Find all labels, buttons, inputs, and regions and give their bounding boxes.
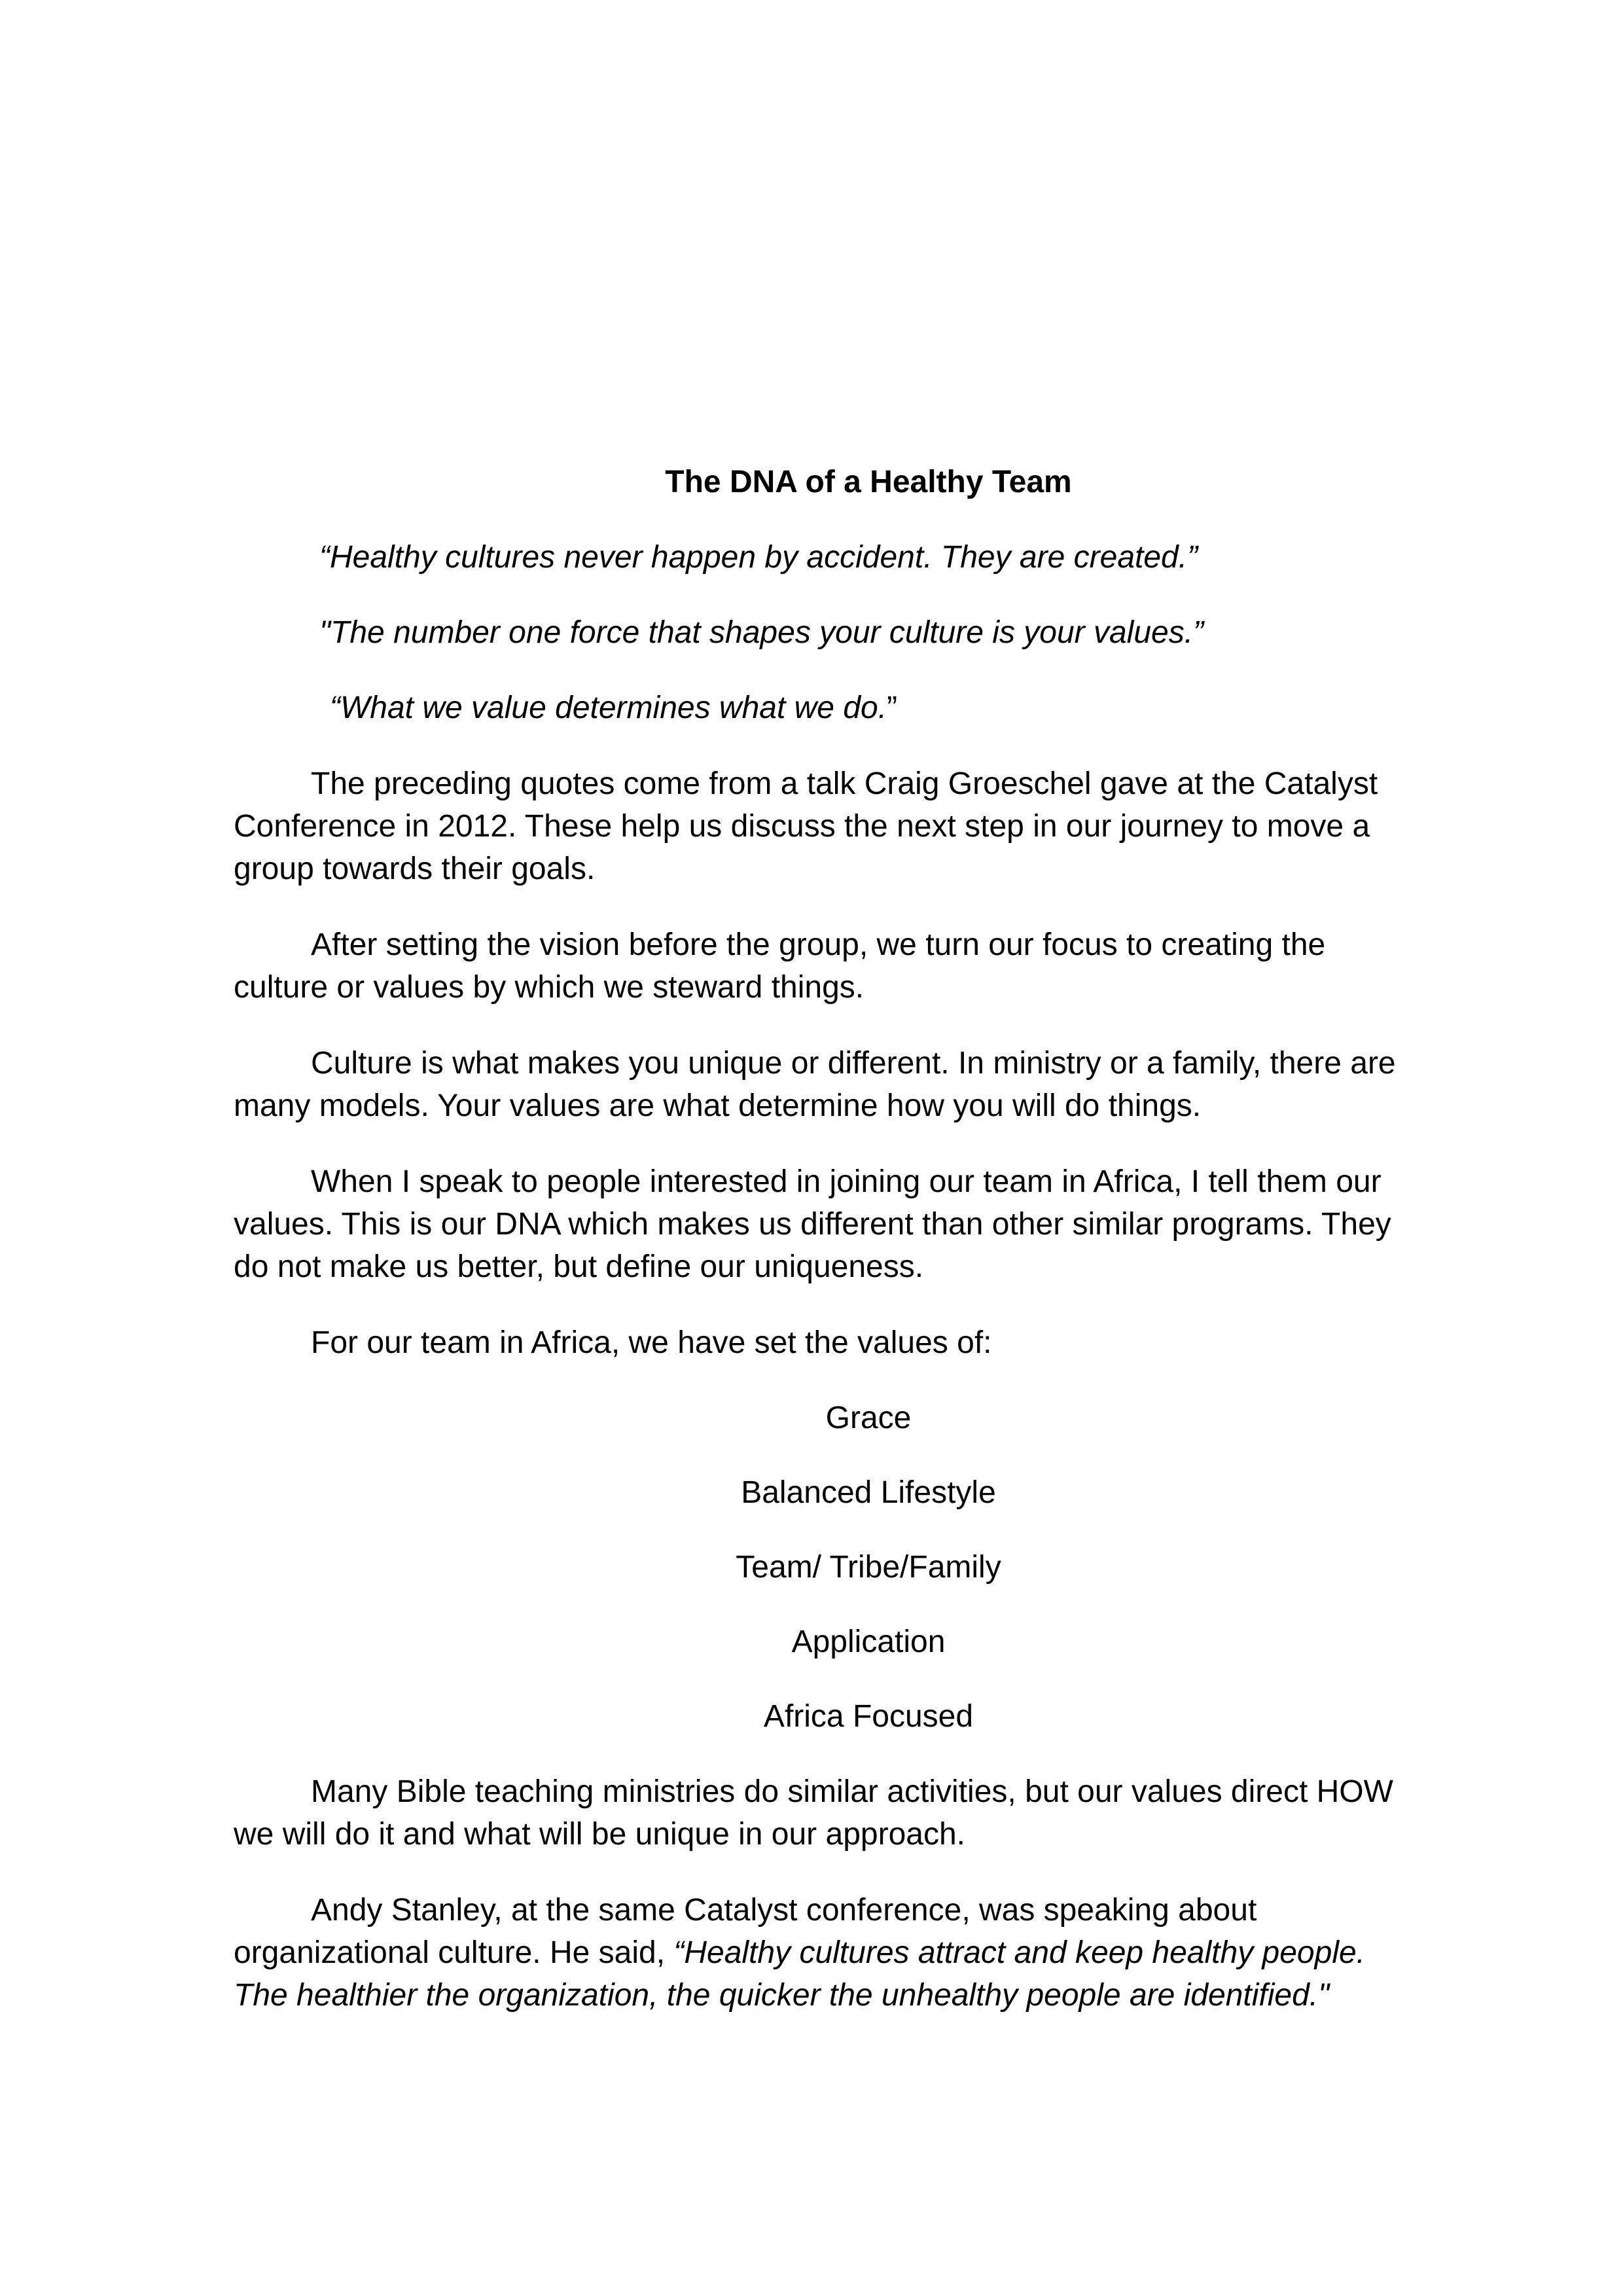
quote-closing-mark: ” (887, 691, 898, 725)
paragraph-setting-vision: After setting the vision before the group, we turn our focus to creating the culture or values by which we steward things. (234, 927, 1326, 1005)
quote-what-we-value-text: “What we value determines what we do. (330, 691, 887, 725)
quote-healthy-cultures: “Healthy cultures never happen by accident. They are created.” (319, 540, 1198, 575)
value-item: Application (791, 1624, 946, 1659)
paragraph-culture-unique: Culture is what makes you unique or different. In ministry or a family, there are many models. Your values are what determine how you will do things. (234, 1046, 1396, 1123)
value-item: Balanced Lifestyle (741, 1475, 996, 1510)
values-list (234, 1397, 1405, 1738)
value-item: Africa Focused (763, 1699, 974, 1734)
document-title: The DNA of a Healthy Team (665, 465, 1072, 499)
value-item: Grace (825, 1401, 912, 1435)
paragraph-joining-team: When I speak to people interested in joining our team in Africa, I tell them our values. This is our DNA which makes us different than other similar programs. They do not make us better, but define our uniqueness. (234, 1164, 1391, 1284)
value-item: Team/ Tribe/Family (736, 1550, 1001, 1585)
paragraph-preceding-quotes: The preceding quotes come from a talk Craig Groeschel gave at the Catalyst Conference in 2012. These help us discuss the next step in our journey to move a group towards their goals. (234, 766, 1378, 886)
text-column (234, 461, 1405, 2050)
paragraph-bible-ministries: Many Bible teaching ministries do similar activities, but our values direct HOW we will do it and what will be unique in our approach. (234, 1774, 1393, 1852)
quote-number-one-force: "The number one force that shapes your culture is your values.” (319, 615, 1204, 650)
andy-stanley-quote: “Healthy cultures attract and keep healthy people. The healthier the organization, the quicker the unhealthy people are identified." (234, 1935, 1366, 2013)
andy-stanley-lead: Andy Stanley, at the same Catalyst conference, was speaking about organizational culture. He said, (234, 1893, 1257, 1970)
quote-what-we-value (234, 687, 1405, 729)
paragraph-values-intro: For our team in Africa, we have set the values of: (311, 1325, 992, 1360)
paragraph-andy-stanley (234, 1889, 1405, 2017)
